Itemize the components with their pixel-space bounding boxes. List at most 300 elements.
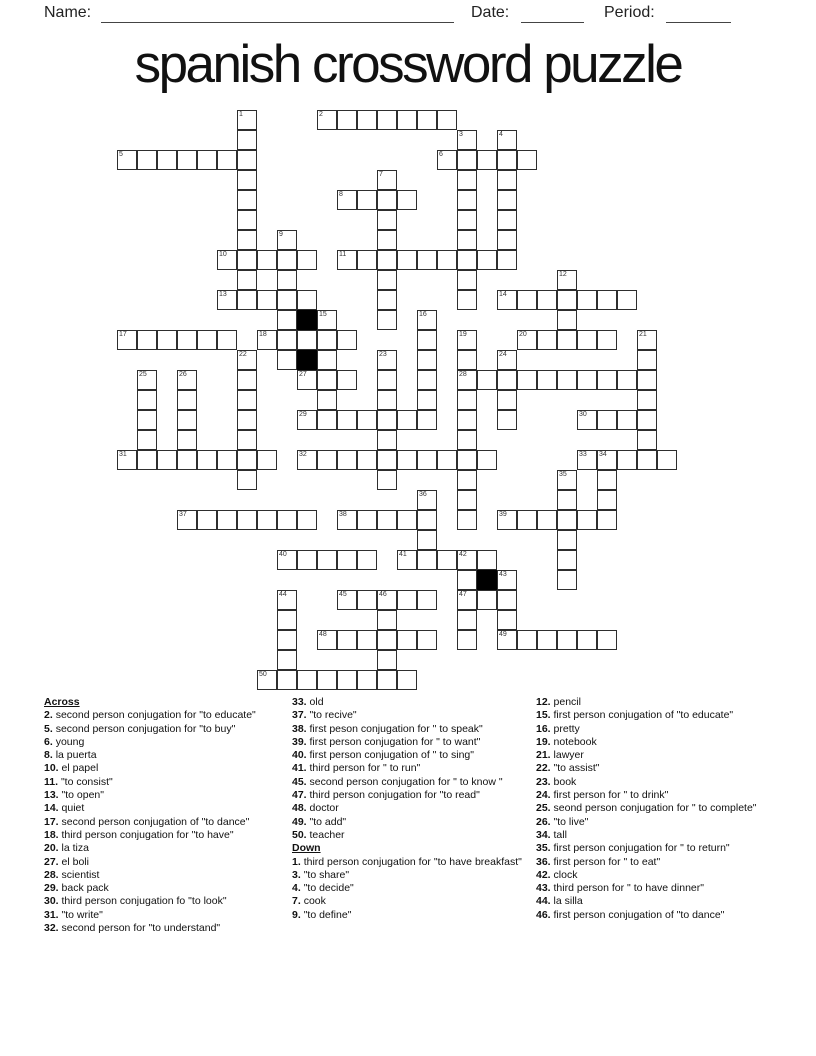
grid-cell[interactable] (357, 590, 377, 610)
grid-cell[interactable] (537, 630, 557, 650)
grid-cell[interactable] (177, 450, 197, 470)
grid-cell[interactable] (497, 610, 517, 630)
grid-cell[interactable] (237, 130, 257, 150)
cell-number: 22 (239, 351, 247, 358)
grid-cell[interactable] (457, 550, 477, 570)
grid-cell[interactable] (117, 330, 137, 350)
grid-cell[interactable] (317, 550, 337, 570)
grid-cell[interactable] (317, 110, 337, 130)
grid-cell[interactable] (377, 610, 397, 630)
grid-cell[interactable] (217, 450, 237, 470)
grid-cell[interactable] (397, 190, 417, 210)
grid-cell[interactable] (337, 410, 357, 430)
cell-number: 43 (499, 571, 507, 578)
grid-cell[interactable] (417, 550, 437, 570)
grid-cell[interactable] (437, 250, 457, 270)
grid-cell[interactable] (377, 430, 397, 450)
grid-cell[interactable] (357, 510, 377, 530)
grid-cell[interactable] (257, 330, 277, 350)
grid-cell[interactable] (357, 450, 377, 470)
grid-cell[interactable] (497, 130, 517, 150)
grid-cell[interactable] (457, 510, 477, 530)
grid-cell[interactable] (217, 290, 237, 310)
grid-cell[interactable] (277, 590, 297, 610)
grid-cell[interactable] (477, 550, 497, 570)
grid-cell[interactable] (517, 370, 537, 390)
grid-cell[interactable] (617, 450, 637, 470)
grid-cell[interactable] (177, 330, 197, 350)
grid-cell[interactable] (417, 310, 437, 330)
grid-cell[interactable] (217, 510, 237, 530)
grid-cell[interactable] (297, 450, 317, 470)
grid-cell[interactable] (457, 370, 477, 390)
grid-cell[interactable] (337, 110, 357, 130)
grid-cell[interactable] (577, 410, 597, 430)
grid-cell[interactable] (397, 110, 417, 130)
grid-cell[interactable] (277, 330, 297, 350)
grid-cell[interactable] (357, 190, 377, 210)
grid-cell[interactable] (617, 410, 637, 430)
grid-cell[interactable] (577, 450, 597, 470)
grid-cell[interactable] (457, 190, 477, 210)
grid-cell[interactable] (597, 410, 617, 430)
grid-cell[interactable] (337, 510, 357, 530)
grid-cell[interactable] (137, 330, 157, 350)
grid-cell[interactable] (237, 290, 257, 310)
grid-cell[interactable] (457, 430, 477, 450)
grid-cell[interactable] (417, 490, 437, 510)
grid-cell[interactable] (497, 350, 517, 370)
grid-cell[interactable] (237, 470, 257, 490)
grid-cell[interactable] (277, 290, 297, 310)
grid-cell[interactable] (377, 470, 397, 490)
grid-cell[interactable] (237, 510, 257, 530)
grid-cell[interactable] (577, 290, 597, 310)
clue-item-23: 23. book (536, 775, 577, 788)
grid-cell[interactable] (437, 550, 457, 570)
grid-cell[interactable] (137, 450, 157, 470)
clue-item-27: 27. el boli (44, 855, 89, 868)
grid-cell[interactable] (397, 550, 417, 570)
grid-cell[interactable] (437, 150, 457, 170)
grid-cell[interactable] (457, 290, 477, 310)
grid-cell[interactable] (477, 450, 497, 470)
grid-cell[interactable] (377, 290, 397, 310)
grid-cell[interactable] (177, 370, 197, 390)
grid-cell[interactable] (537, 370, 557, 390)
grid-cell[interactable] (337, 190, 357, 210)
grid-cell[interactable] (397, 670, 417, 690)
grid-cell[interactable] (497, 370, 517, 390)
grid-cell[interactable] (337, 250, 357, 270)
grid-cell[interactable] (297, 410, 317, 430)
grid-cell[interactable] (277, 270, 297, 290)
grid-cell[interactable] (457, 490, 477, 510)
grid-cell[interactable] (457, 230, 477, 250)
grid-cell[interactable] (497, 630, 517, 650)
grid-cell[interactable] (337, 330, 357, 350)
grid-cell[interactable] (377, 390, 397, 410)
grid-cell[interactable] (217, 150, 237, 170)
grid-cell[interactable] (417, 390, 437, 410)
grid-cell[interactable] (417, 370, 437, 390)
grid-cell[interactable] (277, 630, 297, 650)
grid-cell[interactable] (597, 370, 617, 390)
grid-cell[interactable] (377, 350, 397, 370)
clue-item-31: 31. "to write" (44, 908, 103, 921)
grid-cell[interactable] (637, 350, 657, 370)
grid-cell[interactable] (317, 330, 337, 350)
grid-cell[interactable] (557, 630, 577, 650)
grid-cell[interactable] (177, 150, 197, 170)
grid-cell[interactable] (637, 410, 657, 430)
cell-number: 38 (339, 511, 347, 518)
cell-number: 12 (559, 271, 567, 278)
cell-number: 47 (459, 591, 467, 598)
grid-cell[interactable] (497, 210, 517, 230)
clue-item-5: 5. second person conjugation for "to buy" (44, 722, 236, 735)
grid-cell[interactable] (557, 550, 577, 570)
cell-number: 7 (379, 171, 383, 178)
grid-cell[interactable] (177, 390, 197, 410)
grid-cell[interactable] (137, 410, 157, 430)
grid-cell[interactable] (597, 450, 617, 470)
grid-cell[interactable] (237, 230, 257, 250)
grid-cell[interactable] (197, 450, 217, 470)
grid-cell[interactable] (277, 510, 297, 530)
grid-cell[interactable] (437, 110, 457, 130)
clue-item-48: 48. doctor (292, 802, 339, 815)
grid-cell[interactable] (277, 650, 297, 670)
grid-cell[interactable] (577, 330, 597, 350)
grid-cell[interactable] (377, 190, 397, 210)
grid-cell[interactable] (237, 150, 257, 170)
grid-cell[interactable] (397, 250, 417, 270)
grid-cell[interactable] (597, 490, 617, 510)
date-label: Date: (471, 4, 510, 21)
grid-cell[interactable] (517, 630, 537, 650)
grid-cell[interactable] (197, 150, 217, 170)
grid-cell[interactable] (497, 590, 517, 610)
grid-cell[interactable] (497, 190, 517, 210)
grid-cell[interactable] (577, 510, 597, 530)
cell-number: 5 (119, 151, 123, 158)
grid-cell[interactable] (457, 170, 477, 190)
grid-cell[interactable] (497, 290, 517, 310)
grid-cell[interactable] (137, 430, 157, 450)
crossword-grid (117, 110, 679, 692)
cell-number: 25 (139, 371, 147, 378)
grid-cell[interactable] (417, 350, 437, 370)
grid-cell[interactable] (337, 670, 357, 690)
grid-cell[interactable] (237, 110, 257, 130)
grid-cell[interactable] (277, 350, 297, 370)
grid-cell[interactable] (237, 410, 257, 430)
grid-cell[interactable] (237, 450, 257, 470)
grid-cell[interactable] (517, 330, 537, 350)
grid-cell[interactable] (257, 510, 277, 530)
grid-cell[interactable] (257, 290, 277, 310)
grid-cell[interactable] (337, 370, 357, 390)
clue-item-16: 16. pretty (536, 722, 580, 735)
grid-cell[interactable] (257, 670, 277, 690)
grid-cell[interactable] (397, 450, 417, 470)
grid-cell[interactable] (557, 470, 577, 490)
grid-cell[interactable] (377, 650, 397, 670)
grid-cell[interactable] (457, 350, 477, 370)
grid-cell[interactable] (237, 350, 257, 370)
cell-number: 31 (119, 451, 127, 458)
grid-cell[interactable] (557, 270, 577, 290)
grid-cell[interactable] (237, 270, 257, 290)
grid-cell[interactable] (557, 530, 577, 550)
grid-cell[interactable] (177, 410, 197, 430)
grid-cell[interactable] (277, 310, 297, 330)
grid-cell[interactable] (457, 390, 477, 410)
grid-cell[interactable] (457, 410, 477, 430)
grid-cell[interactable] (337, 550, 357, 570)
clue-item-19: 19. notebook (536, 735, 597, 748)
grid-cell[interactable] (397, 410, 417, 430)
grid-cell[interactable] (637, 370, 657, 390)
grid-cell[interactable] (597, 510, 617, 530)
grid-cell[interactable] (377, 230, 397, 250)
grid-cell[interactable] (157, 450, 177, 470)
grid-cell[interactable] (357, 250, 377, 270)
grid-cell[interactable] (597, 630, 617, 650)
grid-cell[interactable] (537, 510, 557, 530)
grid-cell[interactable] (297, 510, 317, 530)
grid-cell[interactable] (497, 510, 517, 530)
grid-cell[interactable] (417, 530, 437, 550)
cell-number: 15 (319, 311, 327, 318)
grid-cell[interactable] (137, 370, 157, 390)
grid-cell[interactable] (317, 370, 337, 390)
cell-number: 1 (239, 111, 243, 118)
grid-cell[interactable] (357, 550, 377, 570)
grid-cell[interactable] (297, 370, 317, 390)
grid-cell[interactable] (417, 510, 437, 530)
grid-cell[interactable] (497, 230, 517, 250)
grid-cell[interactable] (317, 310, 337, 330)
grid-cell[interactable] (517, 510, 537, 530)
grid-cell[interactable] (117, 150, 137, 170)
grid-cell[interactable] (457, 270, 477, 290)
grid-cell[interactable] (437, 450, 457, 470)
grid-cell[interactable] (517, 290, 537, 310)
grid-cell[interactable] (537, 290, 557, 310)
grid-cell[interactable] (377, 370, 397, 390)
grid-cell[interactable] (277, 550, 297, 570)
grid-cell[interactable] (417, 110, 437, 130)
grid-cell[interactable] (377, 110, 397, 130)
grid-cell[interactable] (477, 590, 497, 610)
grid-cell[interactable] (377, 450, 397, 470)
grid-cell[interactable] (477, 250, 497, 270)
grid-cell[interactable] (217, 250, 237, 270)
cell-number: 42 (459, 551, 467, 558)
grid-cell[interactable] (297, 550, 317, 570)
date-blank-line[interactable] (521, 21, 584, 23)
grid-cell[interactable] (357, 410, 377, 430)
grid-cell[interactable] (577, 630, 597, 650)
grid-cell[interactable] (617, 370, 637, 390)
grid-cell[interactable] (457, 610, 477, 630)
grid-cell[interactable] (417, 410, 437, 430)
cell-number: 14 (499, 291, 507, 298)
grid-cell[interactable] (357, 110, 377, 130)
grid-cell[interactable] (177, 430, 197, 450)
grid-cell[interactable] (317, 410, 337, 430)
grid-cell[interactable] (297, 670, 317, 690)
grid-cell[interactable] (257, 450, 277, 470)
grid-cell[interactable] (457, 450, 477, 470)
grid-cell[interactable] (317, 630, 337, 650)
clue-item-32: 32. second person for "to understand" (44, 922, 221, 935)
grid-cell[interactable] (277, 670, 297, 690)
grid-cell[interactable] (657, 450, 677, 470)
grid-cell[interactable] (457, 330, 477, 350)
grid-cell[interactable] (237, 190, 257, 210)
grid-cell[interactable] (397, 510, 417, 530)
grid-cell[interactable] (617, 290, 637, 310)
grid-cell[interactable] (397, 630, 417, 650)
grid-cell[interactable] (297, 290, 317, 310)
grid-cell[interactable] (577, 370, 597, 390)
clue-item-12: 12. pencil (536, 696, 581, 708)
grid-cell[interactable] (377, 270, 397, 290)
grid-cell[interactable] (237, 430, 257, 450)
clue-item-43: 43. third person for " to have dinner" (536, 882, 704, 895)
cell-number: 19 (459, 331, 467, 338)
cell-number: 33 (579, 451, 587, 458)
grid-cell[interactable] (177, 510, 197, 530)
grid-cell[interactable] (317, 670, 337, 690)
page-title: spanish crossword puzzle (134, 35, 682, 94)
clue-item-45: 45. second person conjugation for " to know " (292, 775, 503, 788)
grid-cell[interactable] (637, 330, 657, 350)
clue-item-40: 40. first person conjugation of " to sing" (292, 749, 474, 762)
grid-cell[interactable] (397, 590, 417, 610)
grid-cell[interactable] (157, 150, 177, 170)
grid-cell[interactable] (297, 330, 317, 350)
grid-cell[interactable] (337, 450, 357, 470)
grid-cell[interactable] (237, 370, 257, 390)
grid-cell[interactable] (117, 450, 137, 470)
grid-cell[interactable] (257, 250, 277, 270)
grid-cell[interactable] (317, 450, 337, 470)
cell-number: 24 (499, 351, 507, 358)
grid-cell[interactable] (377, 410, 397, 430)
grid-cell[interactable] (457, 570, 477, 590)
grid-cell[interactable] (417, 330, 437, 350)
grid-cell[interactable] (557, 370, 577, 390)
grid-cell[interactable] (417, 630, 437, 650)
grid-cell[interactable] (557, 570, 577, 590)
grid-cell[interactable] (537, 330, 557, 350)
grid-cell[interactable] (417, 250, 437, 270)
grid-cell[interactable] (357, 670, 377, 690)
grid-cell[interactable] (137, 390, 157, 410)
grid-cell[interactable] (637, 430, 657, 450)
grid-cell[interactable] (457, 630, 477, 650)
grid-cell[interactable] (557, 290, 577, 310)
grid-cell[interactable] (137, 150, 157, 170)
grid-cell[interactable] (417, 450, 437, 470)
grid-cell[interactable] (237, 250, 257, 270)
grid-cell[interactable] (457, 130, 477, 150)
grid-cell[interactable] (557, 310, 577, 330)
grid-cell[interactable] (217, 330, 237, 350)
grid-cell[interactable] (377, 170, 397, 190)
grid-cell[interactable] (377, 630, 397, 650)
period-blank-line[interactable] (666, 21, 731, 23)
grid-cell[interactable] (197, 510, 217, 530)
grid-cell[interactable] (277, 250, 297, 270)
grid-cell[interactable] (337, 590, 357, 610)
grid-cell[interactable] (597, 470, 617, 490)
grid-cell[interactable] (497, 390, 517, 410)
grid-cell[interactable] (477, 370, 497, 390)
grid-cell[interactable] (277, 230, 297, 250)
grid-cell[interactable] (377, 250, 397, 270)
grid-cell[interactable] (377, 670, 397, 690)
grid-cell[interactable] (497, 150, 517, 170)
clue-item-36: 36. first person for " to eat" (536, 855, 661, 868)
grid-cell[interactable] (637, 450, 657, 470)
grid-cell[interactable] (557, 330, 577, 350)
grid-cell[interactable] (557, 510, 577, 530)
grid-cell[interactable] (297, 250, 317, 270)
grid-cell[interactable] (337, 630, 357, 650)
grid-cell[interactable] (377, 310, 397, 330)
grid-cell[interactable] (457, 250, 477, 270)
grid-cell[interactable] (457, 210, 477, 230)
grid-cell[interactable] (597, 330, 617, 350)
grid-cell[interactable] (457, 470, 477, 490)
grid-cell[interactable] (497, 250, 517, 270)
grid-cell[interactable] (637, 390, 657, 410)
period-label: Period: (604, 4, 655, 21)
grid-cell[interactable] (597, 290, 617, 310)
grid-cell[interactable] (317, 350, 337, 370)
grid-cell[interactable] (497, 570, 517, 590)
grid-cell[interactable] (157, 330, 177, 350)
grid-cell[interactable] (277, 610, 297, 630)
grid-cell[interactable] (477, 150, 497, 170)
grid-cell[interactable] (237, 210, 257, 230)
grid-cell[interactable] (197, 330, 217, 350)
grid-cell[interactable] (417, 590, 437, 610)
grid-cell[interactable] (457, 150, 477, 170)
grid-cell[interactable] (237, 170, 257, 190)
grid-cell[interactable] (237, 390, 257, 410)
clue-item-25: 25. seond person conjugation for " to complete" (536, 802, 757, 815)
grid-cell[interactable] (497, 410, 517, 430)
grid-cell[interactable] (457, 590, 477, 610)
grid-cell[interactable] (357, 630, 377, 650)
grid-cell[interactable] (557, 490, 577, 510)
grid-cell[interactable] (497, 170, 517, 190)
cell-number: 27 (299, 371, 307, 378)
grid-cell[interactable] (377, 210, 397, 230)
grid-cell[interactable] (517, 150, 537, 170)
grid-cell[interactable] (377, 510, 397, 530)
cell-number: 34 (599, 451, 607, 458)
grid-cell[interactable] (377, 590, 397, 610)
name-blank-line[interactable] (101, 21, 454, 23)
grid-cell[interactable] (317, 390, 337, 410)
